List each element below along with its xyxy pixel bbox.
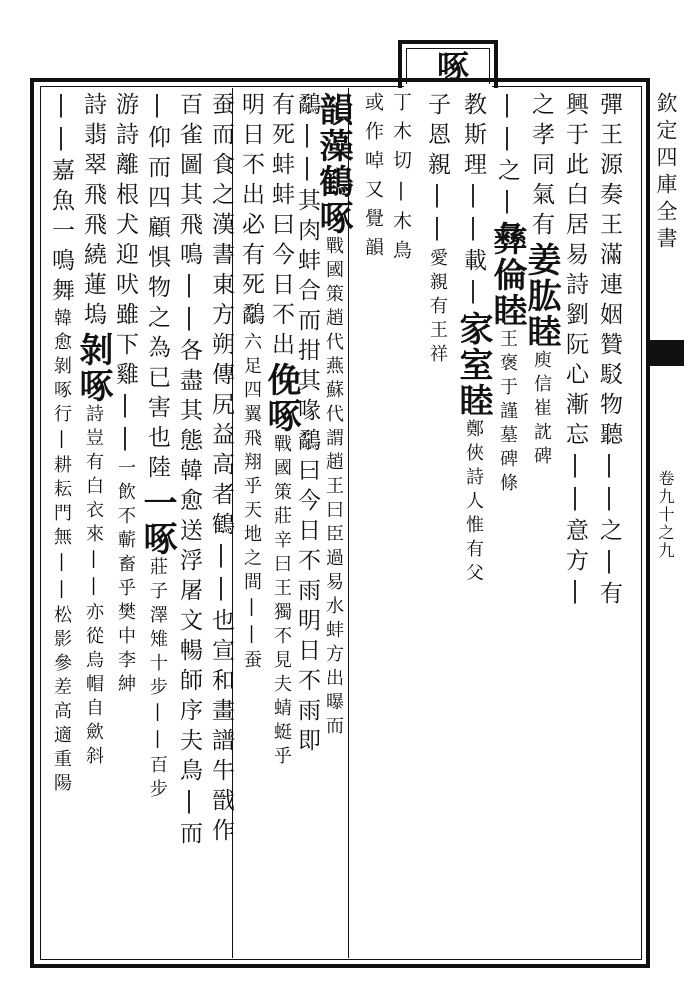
text-run: 教斯理||載| (460, 92, 486, 311)
headword: 韻藻鶴啄 (313, 92, 353, 236)
text-column-3 (521, 92, 561, 470)
variant-note: 或作啅又覺韻 (362, 92, 384, 266)
text-column-15 (137, 92, 177, 803)
citation-run: 愛親有王祥 (427, 248, 448, 368)
citation-run: 詩豈有白衣來||亦從烏帽自歛斜 (83, 404, 104, 770)
citation-run: 鄭俠詩人惟有父 (463, 419, 484, 587)
heading-character: 啄 (432, 50, 470, 84)
text-column-18 (44, 92, 78, 797)
book-title: 欽定四庫全書 (654, 92, 678, 254)
citation-run: 戰國策趙代燕蘇代謂趙王曰臣過易水蚌方出曝而 (323, 236, 344, 740)
text-column-12 (234, 92, 268, 674)
text-column-6 (420, 92, 454, 368)
text-run: 游詩離根犬迎吠雖下雞|| (112, 92, 138, 458)
text-column-11 (261, 92, 301, 770)
headword: 剝啄 (73, 332, 113, 404)
volume-label: 卷九十之九 (656, 470, 675, 560)
text-column-13: 蚕而食之漢書東方朔傳尻益高者鶴||也宣和畫譜牛戩作 (208, 92, 234, 848)
headword: 家室睦 (453, 311, 493, 419)
text-run: 子恩親|| (424, 92, 450, 248)
headword: 姜肱睦 (521, 242, 561, 350)
citation-run: 戰國策莊辛曰王獨不見夫蜻蜓乎 (271, 434, 292, 770)
text-run: 之孝同氣有 (528, 92, 554, 242)
text-column-10: 鷸||其肉蚌合而拑其喙鷸曰今日不雨明日不雨即 (294, 92, 320, 758)
fishtail-mark (650, 340, 684, 366)
text-column-16 (108, 92, 142, 698)
headword: 一啄 (137, 485, 177, 557)
citation-run: 王褒于謹墓碑條 (497, 329, 518, 497)
text-run: 有死蚌蚌曰今日不出 (268, 92, 294, 362)
text-column-1: 彈王源奏王滿連姻贊駁物聽||之|有 (596, 92, 622, 611)
text-run: 明日不出必有死鷸 (238, 92, 264, 332)
text-run: ||之| (494, 92, 520, 221)
text-run: 詩翡翠飛飛繞蓮塢 (80, 92, 106, 332)
text-run: |仰而四顧惧物之為已害也陸 (144, 92, 170, 485)
text-column-17 (73, 92, 113, 770)
citation-run: 韓愈剝啄行|耕耘門無||松影參差高適重陽 (51, 308, 72, 797)
text-column-14: 百雀圖其飛鳴||各盡其態韓愈送浮屠文暢師序夫鳥|而 (176, 92, 202, 851)
phonetic-note: 丁木切|木鳥 (390, 92, 412, 269)
text-column-2: 興于此白居易詩劉阮心漸忘||意方| (562, 92, 588, 611)
citation-run: 一飲不蘄畜乎樊中李紳 (115, 458, 136, 698)
citation-run: 六足四翼飛翔乎天地之間||蚕 (241, 332, 262, 674)
headword: 彝倫睦 (487, 221, 527, 329)
citation-run: 莊子澤雉十步||百步 (147, 557, 168, 803)
text-column-5 (453, 92, 493, 587)
text-run: ||嘉魚一鳴舞 (48, 92, 74, 308)
citation-run: 庾信崔訦碑 (531, 350, 552, 470)
text-column-4 (487, 92, 527, 497)
headword: 俛啄 (261, 362, 301, 434)
